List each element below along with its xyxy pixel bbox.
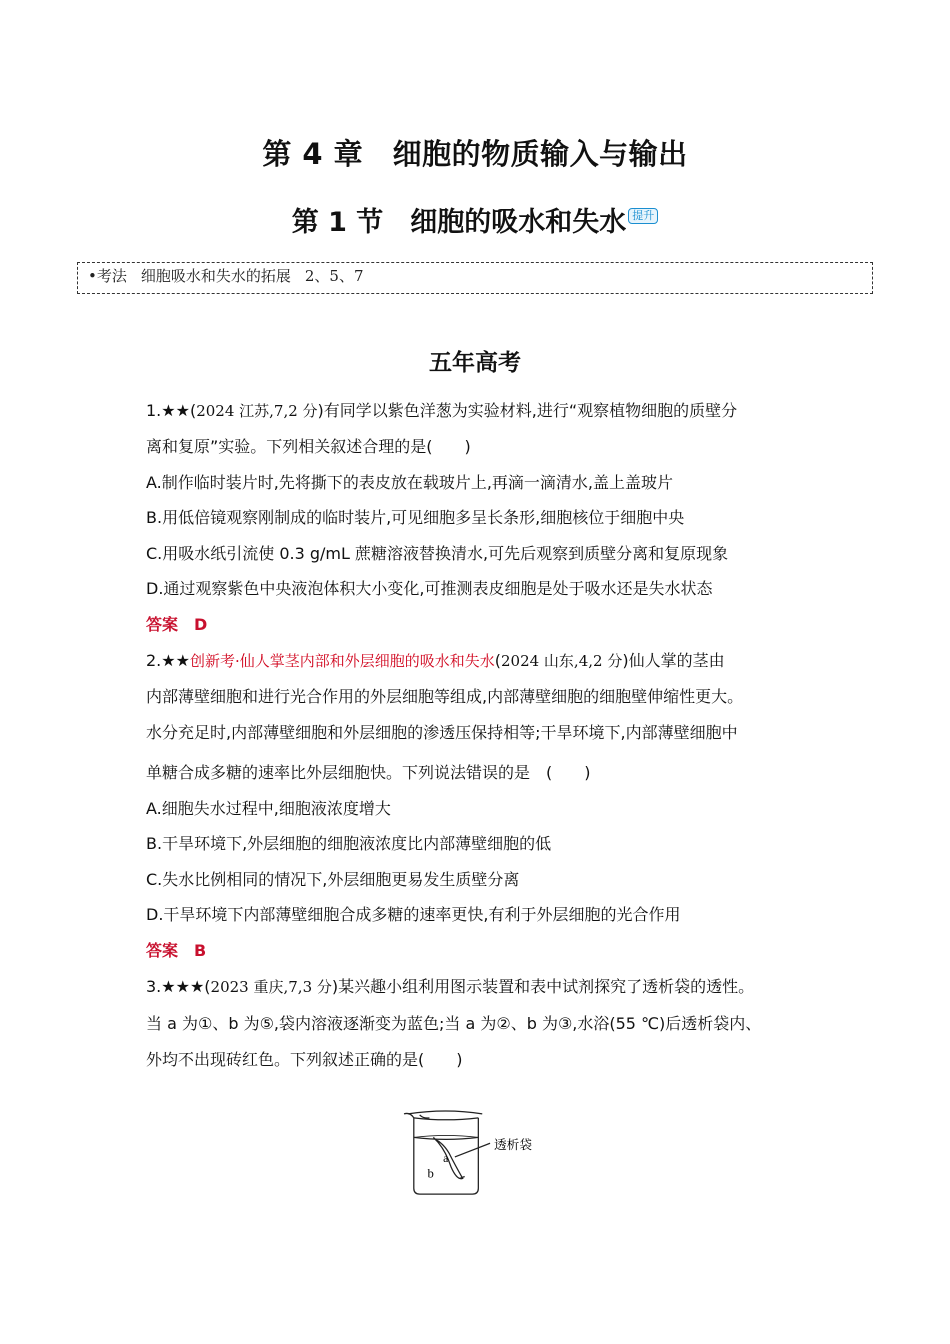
q1-stem-line-2: 离和复原”实验。下列相关叙述合理的是( ) (146, 437, 471, 456)
q1-stem-text: )有同学以紫色洋葱为实验材料,进行“观察植物细胞的质壁分 (317, 401, 738, 420)
q2-option-b: B.干旱环境下,外层细胞的细胞液浓度比内部薄壁细胞的低 (146, 834, 552, 853)
leader-line (455, 1143, 490, 1157)
q2-answer: 答案 B (146, 941, 207, 960)
q1-option-a: A.制作临时装片时,先将撕下的表皮放在载玻片上,再滴一滴清水,盖上盖玻片 (146, 473, 674, 492)
q2-stem-line-2: 内部薄壁细胞和进行光合作用的外层细胞等组成,内部薄壁细胞的细胞壁伸缩性更大。 (146, 687, 744, 706)
q1-source: 2024 江苏,7,2 分 (196, 402, 318, 420)
q1-option-d: D.通过观察紫色中央液泡体积大小变化,可推测表皮细胞是处于吸水还是失水状态 (146, 579, 713, 598)
q2-option-a: A.细胞失水过程中,细胞液浓度增大 (146, 799, 391, 818)
chapter-title: 第 4 章 细胞的物质输入与输出 (262, 137, 688, 171)
q1-option-b: B.用低倍镜观察刚制成的临时装片,可见细胞多呈长条形,细胞核位于细胞中央 (146, 508, 685, 527)
q2-source: 2024 山东,4,2 分 (500, 652, 623, 670)
q2-stem-line-1 (146, 650, 725, 672)
level-badge: 提升 (628, 208, 658, 224)
q2-option-c: C.失水比例相同的情况下,外层细胞更易发生质壁分离 (146, 870, 520, 889)
q2-number: 2.★★ (146, 651, 190, 670)
liquid-surface (414, 1137, 479, 1139)
q3-source: 2023 重庆,7,3 分 (210, 978, 332, 996)
q2-stem-line-3: 水分充足时,内部薄壁细胞和外层细胞的渗透压保持相等;干旱环境下,内部薄壁细胞中 (146, 723, 738, 742)
section-title (0, 200, 950, 239)
kaofa-line (88, 265, 364, 286)
beaker-rim-front (414, 1118, 479, 1120)
q3-stem-line-3: 外均不出现砖红色。下列叙述正确的是( ) (146, 1050, 463, 1069)
label-a: a (443, 1151, 449, 1165)
q2-stem-text: )仙人掌的茎由 (622, 651, 725, 670)
q1-stem-line-1 (146, 400, 737, 422)
q1-number: 1.★★( (146, 401, 197, 420)
q3-stem-line-1 (146, 976, 754, 998)
beaker-rim-back (408, 1111, 482, 1114)
q2-innovation-tag: 创新考·仙人掌茎内部和外层细胞的吸水和失水 (189, 652, 495, 670)
sub-title: 五年高考 (429, 350, 521, 376)
beaker-spout (420, 1115, 430, 1118)
kaofa-label: 考法 (96, 267, 127, 285)
beaker-figure (398, 1110, 588, 1198)
q3-stem-line-2: 当 a 为①、b 为⑤,袋内溶液逐渐变为蓝色;当 a 为②、b 为③,水浴(55 ℃)后透析袋内、 (146, 1014, 762, 1033)
q3-number: 3.★★★( (146, 977, 211, 996)
q2-paren-open: ( (494, 651, 501, 670)
beaker-outline (404, 1113, 478, 1194)
kaofa-topic: 细胞吸水和失水的拓展 (140, 267, 291, 285)
q2-stem-line-4: 单糖合成多糖的速率比外层细胞快。下列说法错误的是 ( ) (146, 763, 591, 782)
kaofa-bullet: • (88, 267, 97, 285)
label-b: b (427, 1166, 434, 1181)
label-dialysis-bag: 透析袋 (493, 1137, 533, 1153)
q1-answer: 答案 D (146, 615, 208, 634)
kaofa-items: 2、5、7 (304, 267, 364, 285)
q1-option-c: C.用吸水纸引流使 0.3 g/mL 蔗糖溶液替换清水,可先后观察到质壁分离和复原现象 (146, 544, 729, 563)
q2-option-d: D.干旱环境下内部薄壁细胞合成多糖的速率更快,有利于外层细胞的光合作用 (146, 905, 681, 924)
q3-stem-text: )某兴趣小组利用图示装置和表中试剂探究了透析袋的透性。 (331, 977, 755, 996)
section-title-text: 第 1 节 细胞的吸水和失水 (291, 207, 627, 238)
dialysis-bag (435, 1139, 462, 1178)
